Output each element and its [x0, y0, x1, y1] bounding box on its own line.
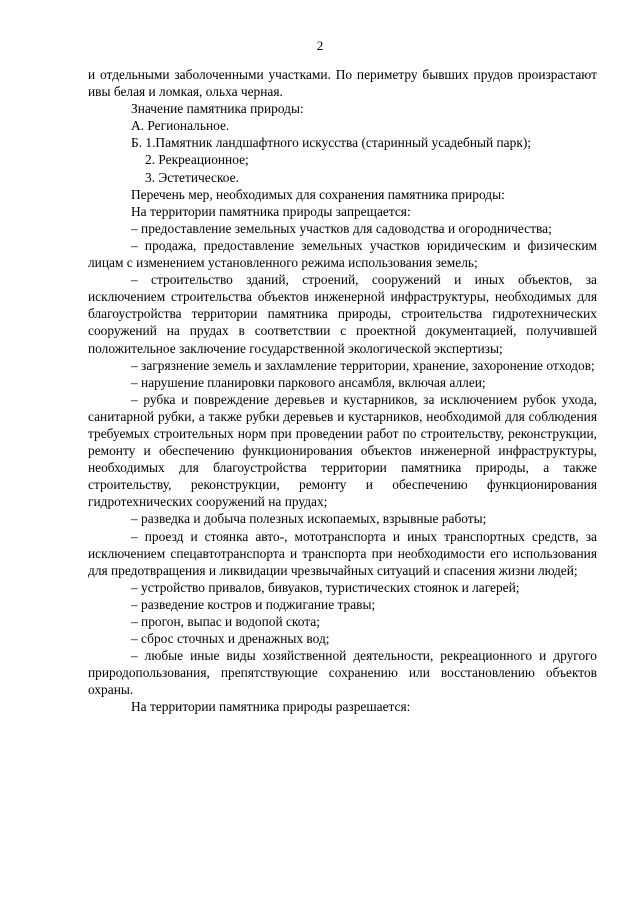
- paragraph-measures-heading: Перечень мер, необходимых для сохранения памятника природы:: [131, 186, 505, 202]
- list-item-prohibited: – рубка и повреждение деревьев и кустарников, за исключением рубок ухода, санитарной рубки, а также рубки деревьев и кустарников, необходимой для соблюдения требуемых строительных норм при проведении работ по строительству, реконструкции, ремонту и обеспечению функционирования объектов инженерной инфраструктуры, необходимых для благоустройства территории памятника природы, а также строительству, реконструкции, ремонту и обеспечению функционирования гидротехнических сооружений на прудах;: [88, 391, 597, 510]
- list-item-prohibited: – продажа, предоставление земельных участков юридическим и физическим лицам с изменением установленного режима использования земель;: [88, 237, 597, 271]
- page-number: 2: [316, 38, 324, 53]
- list-item-prohibited: – разведение костров и поджигание травы;: [131, 596, 376, 612]
- paragraph-permitted-heading: На территории памятника природы разрешается:: [131, 699, 411, 715]
- list-item-prohibited: – устройство привалов, бивуаков, туристических стоянок и лагерей;: [131, 579, 520, 595]
- list-item-prohibited: – проезд и стоянка авто-, мототранспорта и иных транспортных средств, за исключением спецавтотранспорта и транспорта при необходимости его использования для предотвращения и ликвидации чрезвычайных ситуаций и спасения жизни людей;: [88, 528, 597, 578]
- list-item-prohibited: – прогон, выпас и водопой скота;: [131, 614, 320, 629]
- list-item-prohibited: – любые иные виды хозяйственной деятельности, рекреационного и другого природопользования, препятствующие сохранению или восстановлению объектов охраны.: [88, 648, 597, 698]
- paragraph-significance-b1: Б. 1.Памятник ландшафтного искусства (старинный усадебный парк);: [131, 135, 532, 151]
- list-item-prohibited: – строительство зданий, строений, сооружений и иных объектов, за исключением строительства объектов инженерной инфраструктуры, необходимых для благоустройства территории памятника природы, строительства гидротехнических сооружений на прудах в соответствии с проектной документацией, получившей положительное заключение государственной экологической экспертизы;: [88, 272, 597, 356]
- list-item-prohibited: – предоставление земельных участков для садоводства и огородничества;: [131, 220, 552, 236]
- list-item-prohibited: – разведка и добыча полезных ископаемых, взрывные работы;: [131, 511, 487, 527]
- paragraph-continuation: и отдельными заболоченными участками. По периметру бывших прудов произрастают ивы белая и ломкая, ольха черная.: [88, 67, 597, 100]
- paragraph-significance-heading: Значение памятника природы:: [131, 101, 304, 117]
- list-item-prohibited: – нарушение планировки паркового ансамбля, включая аллеи;: [131, 374, 486, 390]
- paragraph-significance-b3: 3. Эстетическое.: [145, 169, 239, 185]
- document-body: [88, 66, 597, 716]
- list-item-prohibited: – загрязнение земель и захламление территории, хранение, захоронение отходов;: [131, 357, 595, 373]
- list-item-prohibited: – сброс сточных и дренажных вод;: [131, 631, 330, 647]
- paragraph-prohibited-heading: На территории памятника природы запрещается:: [131, 203, 411, 219]
- paragraph-significance-a: А. Региональное.: [131, 118, 230, 134]
- paragraph-significance-b2: 2. Рекреационное;: [145, 152, 249, 168]
